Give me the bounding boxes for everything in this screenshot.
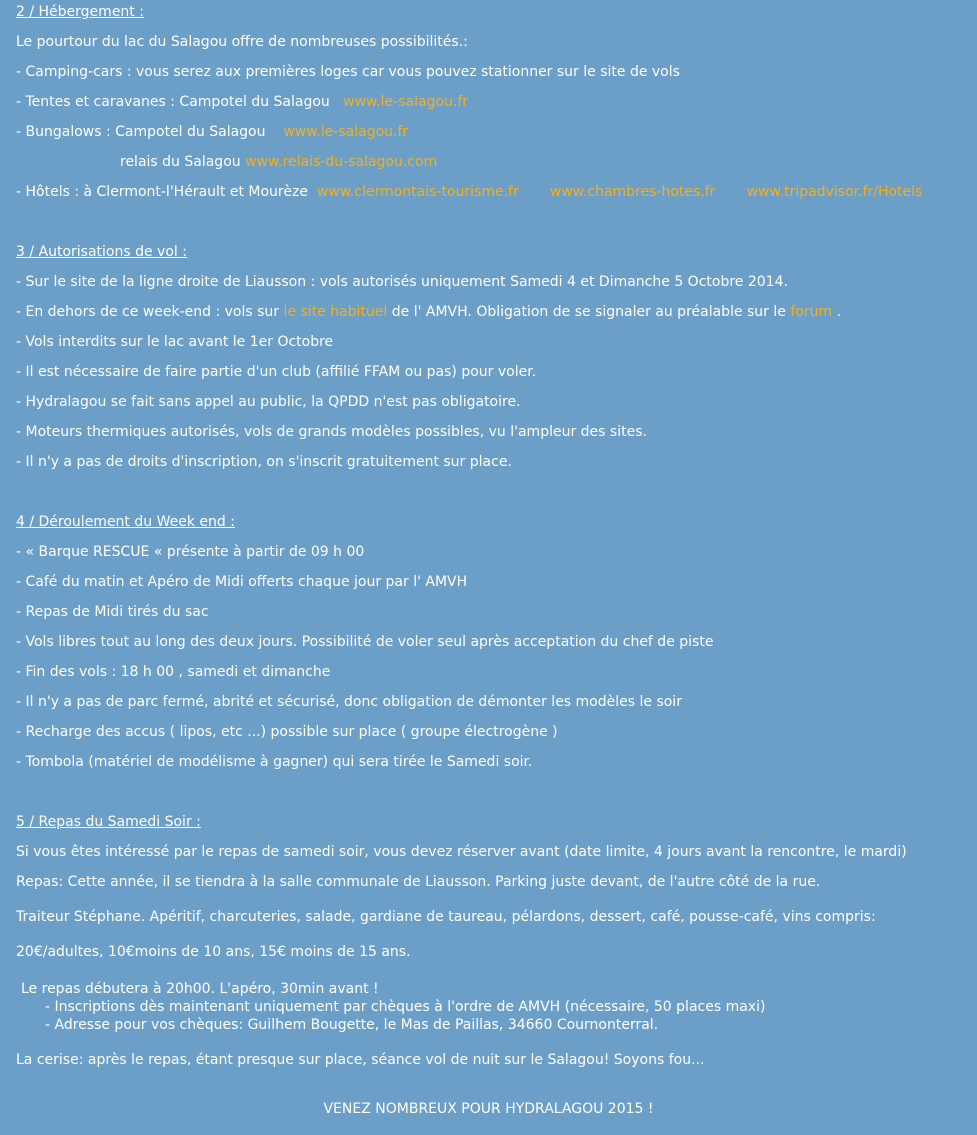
deroulement-line-7: - Recharge des accus ( lipos, etc ...) possible sur place ( groupe électrogène ) bbox=[16, 724, 558, 740]
deroulement-line-2: - Café du matin et Apéro de Midi offerts chaque jour par l' AMVH bbox=[16, 574, 468, 590]
repas-line-7: - Adresse pour vos chèques: Guilhem Bougette, le Mas de Paillas, 34660 Cournonterral. bbox=[45, 1017, 659, 1033]
autorisations-line-2 bbox=[16, 303, 841, 321]
section-deroulement-title: 4 / Déroulement du Week end : bbox=[16, 514, 235, 530]
hebergement-hotels bbox=[16, 183, 922, 201]
relais-text: relais du Salagou bbox=[120, 154, 241, 170]
autorisations-line-2-b: de l' AMVH. Obligation de se signaler au préalable sur le bbox=[391, 304, 786, 320]
autorisations-line-2-c: . bbox=[836, 304, 842, 320]
autorisations-line-2-a: - En dehors de ce week-end : vols sur bbox=[16, 304, 280, 320]
deroulement-line-8: - Tombola (matériel de modélisme à gagner) qui sera tirée le Samedi soir. bbox=[16, 754, 533, 770]
forum-link[interactable]: forum bbox=[790, 304, 833, 320]
relais-link[interactable]: www.relais-du-salagou.com bbox=[245, 154, 438, 170]
hebergement-relais bbox=[120, 153, 437, 171]
hebergement-campingcars: - Camping-cars : vous serez aux premières loges car vous pouvez stationner sur le site de vols bbox=[16, 64, 680, 80]
tentes-link[interactable]: www.le-salagou.fr bbox=[343, 94, 469, 110]
hotels-link-tripadvisor[interactable]: www.tripadvisor.fr/Hotels bbox=[746, 184, 923, 200]
repas-line-5: Le repas débutera à 20h00. L'apéro, 30min avant ! bbox=[21, 981, 379, 997]
site-habituel-link[interactable]: le site habituel bbox=[283, 304, 388, 320]
bungalows-text: - Bungalows : Campotel du Salagou bbox=[16, 124, 266, 140]
section-repas-title: 5 / Repas du Samedi Soir : bbox=[16, 814, 201, 830]
section-hebergement-title: 2 / Hébergement : bbox=[16, 4, 144, 20]
deroulement-line-5: - Fin des vols : 18 h 00 , samedi et dimanche bbox=[16, 664, 331, 680]
repas-line-8: La cerise: après le repas, étant presque sur place, séance vol de nuit sur le Salagou! Soyons fou... bbox=[16, 1052, 705, 1068]
hebergement-intro: Le pourtour du lac du Salagou offre de nombreuses possibilités.: bbox=[16, 34, 468, 50]
autorisations-line-1: - Sur le site de la ligne droite de Liausson : vols autorisés uniquement Samedi 4 et Dimanche 5 Octobre 2014. bbox=[16, 274, 788, 290]
repas-line-4: 20€/adultes, 10€moins de 10 ans, 15€ moins de 15 ans. bbox=[16, 944, 411, 960]
repas-line-2: Repas: Cette année, il se tiendra à la salle communale de Liausson. Parking juste devant, de l'autre côté de la rue. bbox=[16, 874, 821, 890]
deroulement-line-6: - Il n'y a pas de parc fermé, abrité et sécurisé, donc obligation de démonter les modèles le soir bbox=[16, 694, 682, 710]
deroulement-line-4: - Vols libres tout au long des deux jours. Possibilité de voler seul après acceptation du chef de piste bbox=[16, 634, 714, 650]
deroulement-line-3: - Repas de Midi tirés du sac bbox=[16, 604, 209, 620]
closing-banner: VENEZ NOMBREUX POUR HYDRALAGOU 2015 ! bbox=[323, 1101, 654, 1117]
hebergement-tentes bbox=[16, 93, 468, 111]
autorisations-line-6: - Moteurs thermiques autorisés, vols de grands modèles possibles, vu l'ampleur des sites. bbox=[16, 424, 647, 440]
repas-line-3: Traiteur Stéphane. Apéritif, charcuteries, salade, gardiane de taureau, pélardons, dessert, café, pousse-café, vins compris: bbox=[16, 909, 876, 925]
autorisations-line-3: - Vols interdits sur le lac avant le 1er Octobre bbox=[16, 334, 334, 350]
tentes-text: - Tentes et caravanes : Campotel du Salagou bbox=[16, 94, 330, 110]
hebergement-bungalows bbox=[16, 123, 408, 141]
hotels-link-chambres[interactable]: www.chambres-hotes.fr bbox=[549, 184, 716, 200]
hotels-text: - Hôtels : à Clermont-l'Hérault et Mourèze bbox=[16, 184, 308, 200]
deroulement-line-1: - « Barque RESCUE « présente à partir de 09 h 00 bbox=[16, 544, 365, 560]
autorisations-line-4: - Il est nécessaire de faire partie d'un club (affilié FFAM ou pas) pour voler. bbox=[16, 364, 537, 380]
autorisations-line-7: - Il n'y a pas de droits d'inscription, on s'inscrit gratuitement sur place. bbox=[16, 454, 512, 470]
section-autorisations-title: 3 / Autorisations de vol : bbox=[16, 244, 187, 260]
hotels-link-clermontais[interactable]: www.clermontais-tourisme.fr bbox=[316, 184, 519, 200]
autorisations-line-5: - Hydralagou se fait sans appel au public, la QPDD n'est pas obligatoire. bbox=[16, 394, 521, 410]
bungalows-link[interactable]: www.le-salagou.fr bbox=[283, 124, 409, 140]
repas-line-1: Si vous êtes intéressé par le repas de samedi soir, vous devez réserver avant (date limite, 4 jours avant la rencontre, le mardi) bbox=[16, 844, 907, 860]
repas-line-6: - Inscriptions dès maintenant uniquement par chèques à l'ordre de AMVH (nécessaire, 50 places maxi) bbox=[45, 999, 766, 1015]
